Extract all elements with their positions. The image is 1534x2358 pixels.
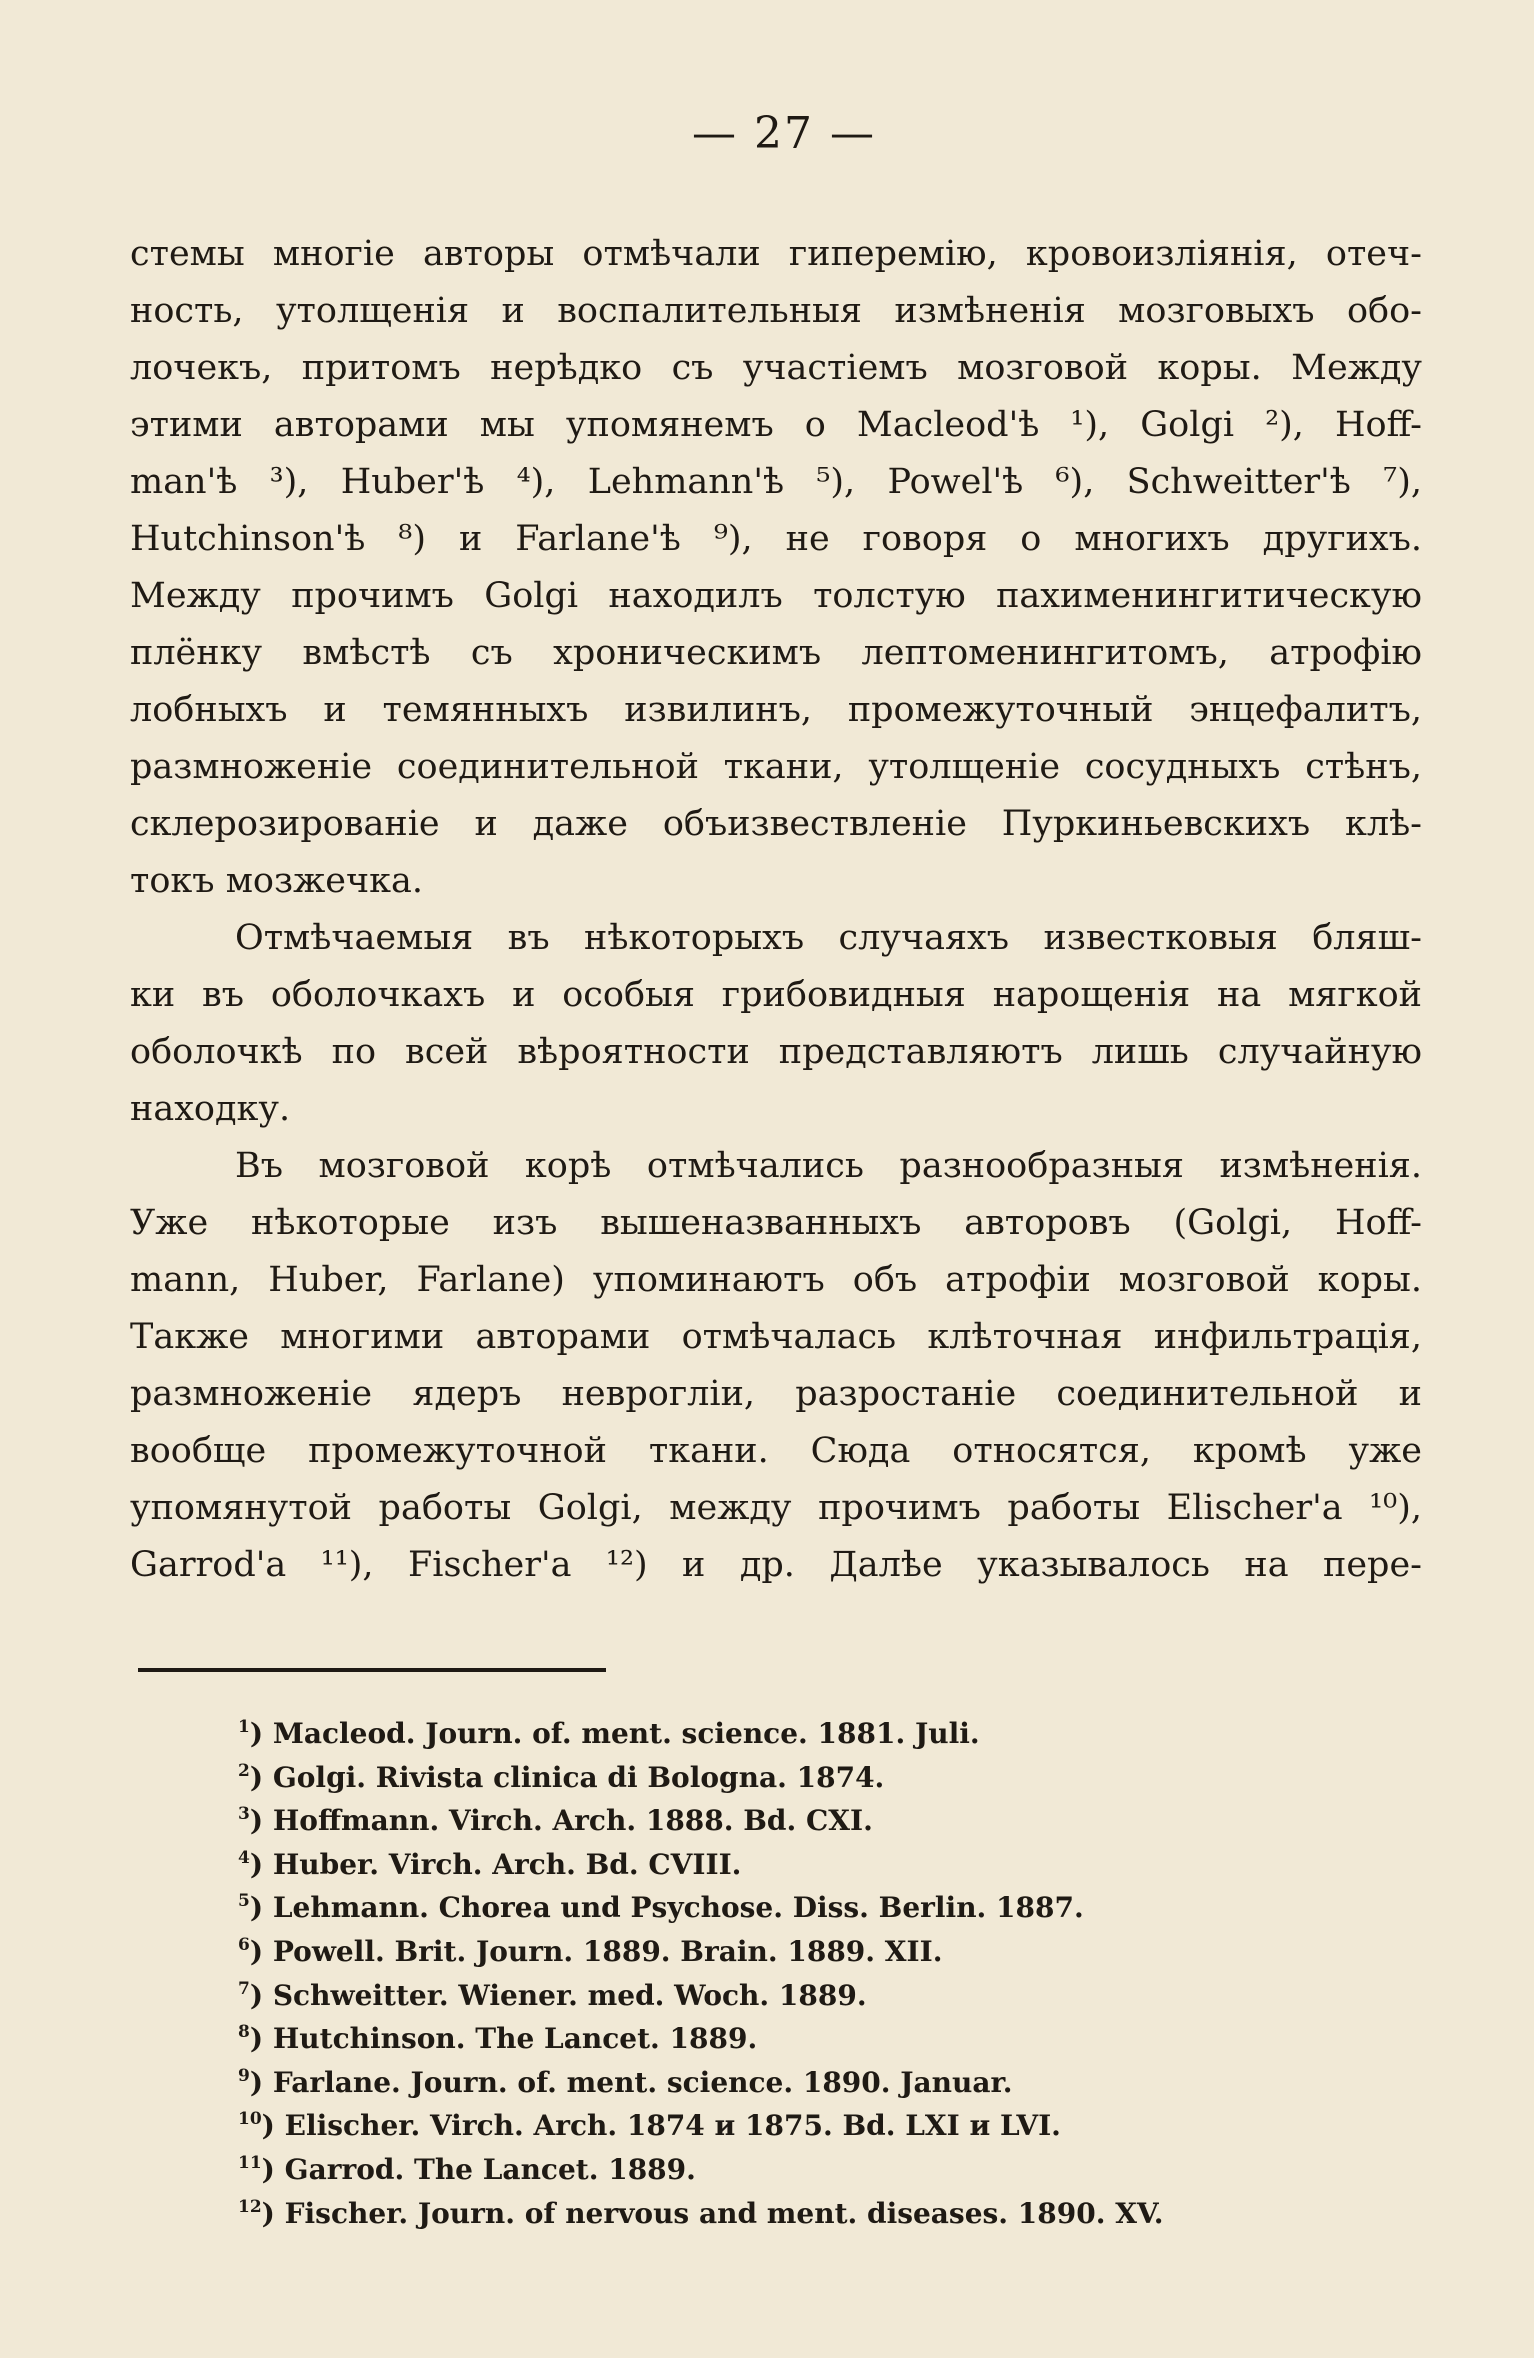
footnote-number: 7 (238, 1978, 250, 1999)
footnote (238, 1843, 1338, 1887)
footnote (238, 2061, 1338, 2105)
text-line: токъ мозжечка. (130, 861, 424, 901)
footnote (238, 1974, 1338, 2018)
footnote-number: 8 (238, 2022, 250, 2043)
text-line: размноженіе соединительной ткани, утолщеніе сосудныхъ стѣнъ, (130, 747, 1422, 787)
text-line: Garrod'a ¹¹), Fischer'a ¹²) и др. Далѣе указывалось на пере- (130, 1545, 1422, 1585)
footnote (238, 1799, 1338, 1843)
text-line: ки въ оболочкахъ и особыя грибовидныя нарощенія на мягкой (130, 975, 1422, 1015)
text-line: Также многими авторами отмѣчалась клѣточная инфильтрація, (130, 1317, 1422, 1357)
footnote (238, 2192, 1338, 2236)
text-line: Между прочимъ Golgi находилъ толстую пахименингитическую (130, 576, 1422, 616)
text-line: находку. (130, 1089, 291, 1129)
footnote-text: ) Elischer. Virch. Arch. 1874 и 1875. Bd. LXI и LVI. (261, 2109, 1061, 2143)
footnote (238, 1756, 1338, 1800)
footnote (238, 1886, 1338, 1930)
text-line: Въ мозговой корѣ отмѣчались разнообразныя измѣненія. (235, 1146, 1422, 1186)
footnote-text: ) Powell. Brit. Journ. 1889. Brain. 1889. XII. (249, 1934, 943, 1968)
text-line: размноженіе ядеръ невроглiи, разростаніе соединительной и (130, 1374, 1422, 1414)
text-line: оболочкѣ по всей вѣроятности представляютъ лишь случайную (130, 1032, 1422, 1072)
text-line: mann, Huber, Farlane) упоминаютъ объ атрофіи мозговой коры. (130, 1260, 1422, 1300)
footnote-text: ) Garrod. The Lancet. 1889. (261, 2152, 696, 2186)
text-line: Отмѣчаемыя въ нѣкоторыхъ случаяхъ известковыя бляш- (235, 918, 1422, 958)
footnote-text: ) Hutchinson. The Lancet. 1889. (249, 2022, 758, 2056)
footnotes (238, 1712, 1338, 2235)
text-line: man'ѣ ³), Huber'ѣ ⁴), Lehmann'ѣ ⁵), Powel'ѣ ⁶), Schweitter'ѣ ⁷), (130, 462, 1422, 502)
footnote-text: ) Schweitter. Wiener. med. Woch. 1889. (249, 1978, 867, 2012)
footnote-number: 10 (238, 2109, 262, 2130)
text-line: этими авторами мы упомянемъ о Macleod'ѣ ¹), Golgi ²), Hoff- (130, 405, 1422, 445)
footnote-number: 2 (238, 1760, 250, 1781)
footnote-text: ) Macleod. Journ. of. ment. science. 1881. Juli. (249, 1717, 980, 1750)
footnote-number: 11 (238, 2152, 262, 2173)
text-line: лочекъ, притомъ нерѣдко съ участіемъ мозговой коры. Между (130, 348, 1422, 388)
footnote-text: ) Farlane. Journ. of. ment. science. 1890. Januar. (249, 2065, 1013, 2099)
text-line: упомянутой работы Golgi, между прочимъ работы Elischer'a ¹⁰), (130, 1488, 1422, 1528)
text-line: вообще промежуточной ткани. Сюда относятся, кромѣ уже (130, 1431, 1422, 1471)
text-line: склерозированіе и даже объизвествленіе Пуркиньевскихъ клѣ- (130, 804, 1422, 844)
footnote (238, 2017, 1338, 2061)
text-line: лобныхъ и темянныхъ извилинъ, промежуточный энцефалитъ, (130, 690, 1422, 730)
footnote-divider (138, 1668, 606, 1672)
footnote-text: ) Hoffmann. Virch. Arch. 1888. Bd. CXI. (249, 1804, 873, 1838)
footnote-text: ) Huber. Virch. Arch. Bd. CVIII. (249, 1847, 742, 1881)
footnote (238, 1712, 1338, 1756)
footnote-text: ) Golgi. Rivista clinica di Bologna. 1874. (249, 1760, 885, 1794)
footnote-number: 12 (238, 2196, 262, 2217)
text-line: стемы многіе авторы отмѣчали гиперемію, кровоизліянія, отеч- (130, 234, 1422, 274)
text-line: Hutchinson'ѣ ⁸) и Farlane'ѣ ⁹), не говоря о многихъ другихъ. (130, 519, 1422, 559)
footnote-text: ) Lehmann. Chorea und Psychose. Diss. Berlin. 1887. (249, 1891, 1084, 1925)
footnote-number: 1 (238, 1717, 250, 1737)
footnote-number: 9 (238, 2065, 250, 2086)
footnote (238, 1930, 1338, 1974)
page-number: — 27 — (692, 108, 876, 159)
text-line: Уже нѣкоторые изъ вышеназванныхъ авторовъ (Golgi, Hoff- (130, 1203, 1422, 1243)
footnote-text: ) Fischer. Journ. of nervous and ment. diseases. 1890. XV. (261, 2196, 1164, 2230)
footnote-number: 3 (238, 1804, 250, 1825)
footnote-number: 6 (238, 1934, 250, 1955)
footnote-number: 4 (238, 1847, 250, 1868)
footnote (238, 2104, 1338, 2148)
footnote-number: 5 (238, 1891, 250, 1912)
body-text (130, 226, 1422, 1594)
text-line: ность, утолщенія и воспалительныя измѣненія мозговыхъ обо- (130, 291, 1422, 331)
text-line: плёнку вмѣстѣ съ хроническимъ лептоменингитомъ, атрофію (130, 633, 1422, 673)
footnote (238, 2148, 1338, 2192)
